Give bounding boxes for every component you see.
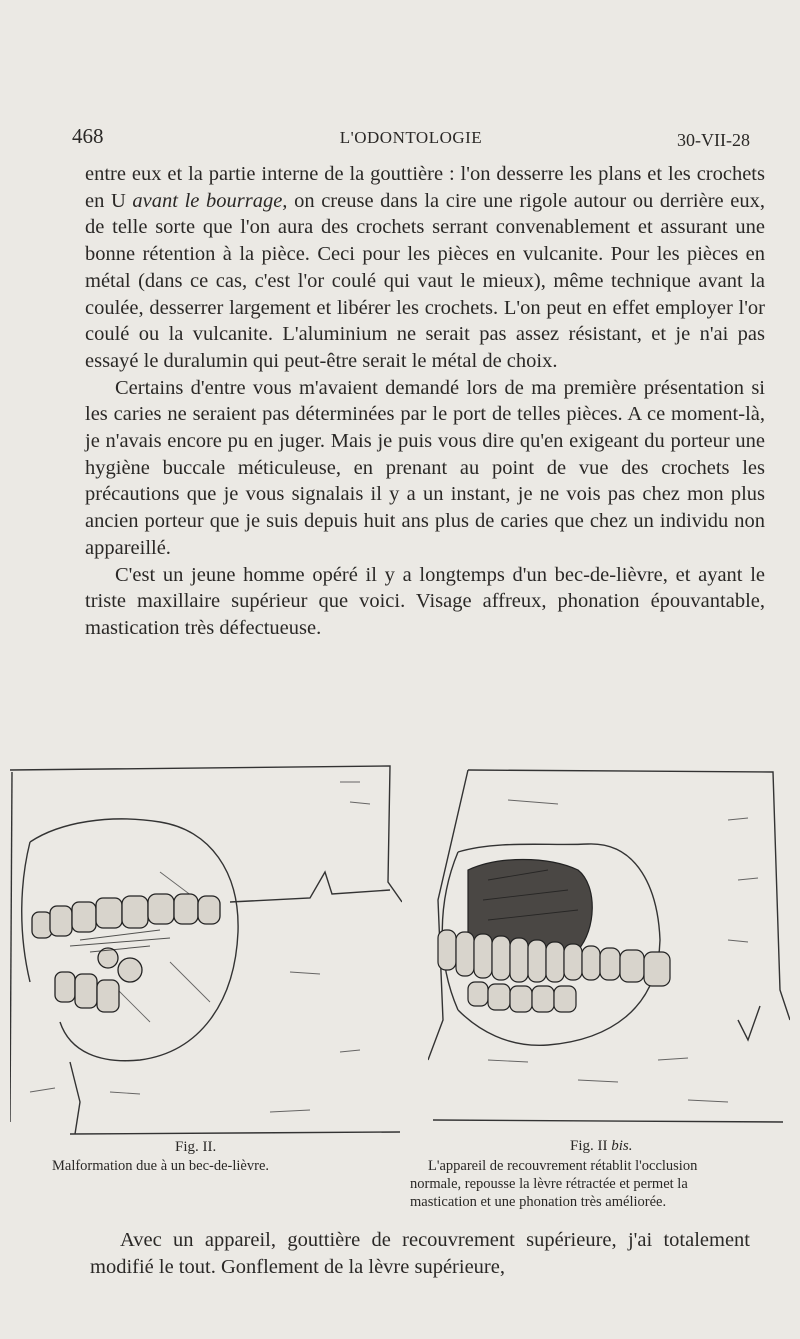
paragraph-3: C'est un jeune homme opéré il y a longtemps d'un bec-de-lièvre, et ayant le triste maxillaire supérieur que voici. Visage affreux, phonation épouvantable, mastication très défectueuse. — [85, 563, 765, 639]
issue-date: 30-VII-28 — [677, 130, 750, 150]
figure-2-bis-caption-line-1: L'appareil de recouvrement rétablit l'occlusion — [428, 1158, 698, 1174]
figure-2-label: Fig. II. — [175, 1139, 217, 1155]
paragraph-1-part-b: on creuse dans la cire une rigole autour ou derrière eux, de telle sorte que l'on aura des crochets serrant convenablement et assurant une bonne rétention à la pièce. Ceci pour les pièces en vulcanite. Pour les pièces en métal (dans ce cas, c'est l'or coulé qui vaut le mieux), même technique avant la coulée, desserrer largement et libérer les crochets. L'on peut en effet employer l'or coulé ou la vulcanite. L'aluminium ne serait pas assez résistant, et je n'ai pas essayé le duralumin qui peut-être serait le métal de choix. — [85, 189, 765, 372]
paragraph-2: Certains d'entre vous m'avaient demandé lors de ma première présentation si les caries ne seraient pas déterminées par le port de telles pièces. A ce moment-là, je n'avais encore pu en juger. Mais je puis vous dire qu'en exigeant du porteur une hygiène buccale méticuleuse, en prenant au point de vue des crochets les précautions que je vous signalais il y a un instant, je ne vois pas chez mon plus ancien porteur que je suis depuis huit ans plus de caries que chez un individu non appareillé. — [85, 376, 765, 559]
figure-2-illustration — [10, 762, 402, 1137]
figure-2-bis-label-main: Fig. II — [570, 1138, 608, 1154]
figure-2-bis-caption-line-2: normale, repousse la lèvre rétractée et permet la — [410, 1176, 688, 1192]
page-number: 468 — [72, 124, 104, 148]
figure-2-bis-label — [570, 1137, 633, 1155]
dental-cast-malformation-drawing — [10, 762, 402, 1137]
paragraph-1-italic: avant le bourrage, — [132, 189, 288, 212]
figure-2-bis-illustration — [428, 760, 790, 1132]
running-head — [72, 124, 750, 154]
paragraph-1-part-a: entre eux et la partie interne de la gouttière : l'on desserre les plans et les crochets en U — [85, 163, 765, 212]
journal-title: L'ODONTOLOGIE — [339, 128, 483, 147]
dental-cast-with-appliance-drawing — [428, 760, 790, 1132]
body-text — [85, 161, 765, 642]
figure-2-caption: Malformation due à un bec-de-lièvre. — [52, 1158, 270, 1174]
paragraph-1 — [85, 161, 765, 375]
figure-2-bis-label-suffix: bis. — [611, 1138, 633, 1154]
figure-2-bis-caption-line-3: mastication et une phonation très améliorée. — [410, 1194, 667, 1210]
body-text-continued — [90, 1227, 750, 1280]
paragraph-4: Avec un appareil, gouttière de recouvrement supérieure, j'ai totalement modifié le tout. Gonflement de la lèvre supérieure, — [90, 1229, 750, 1278]
figure-2-bis-caption — [410, 1157, 795, 1211]
